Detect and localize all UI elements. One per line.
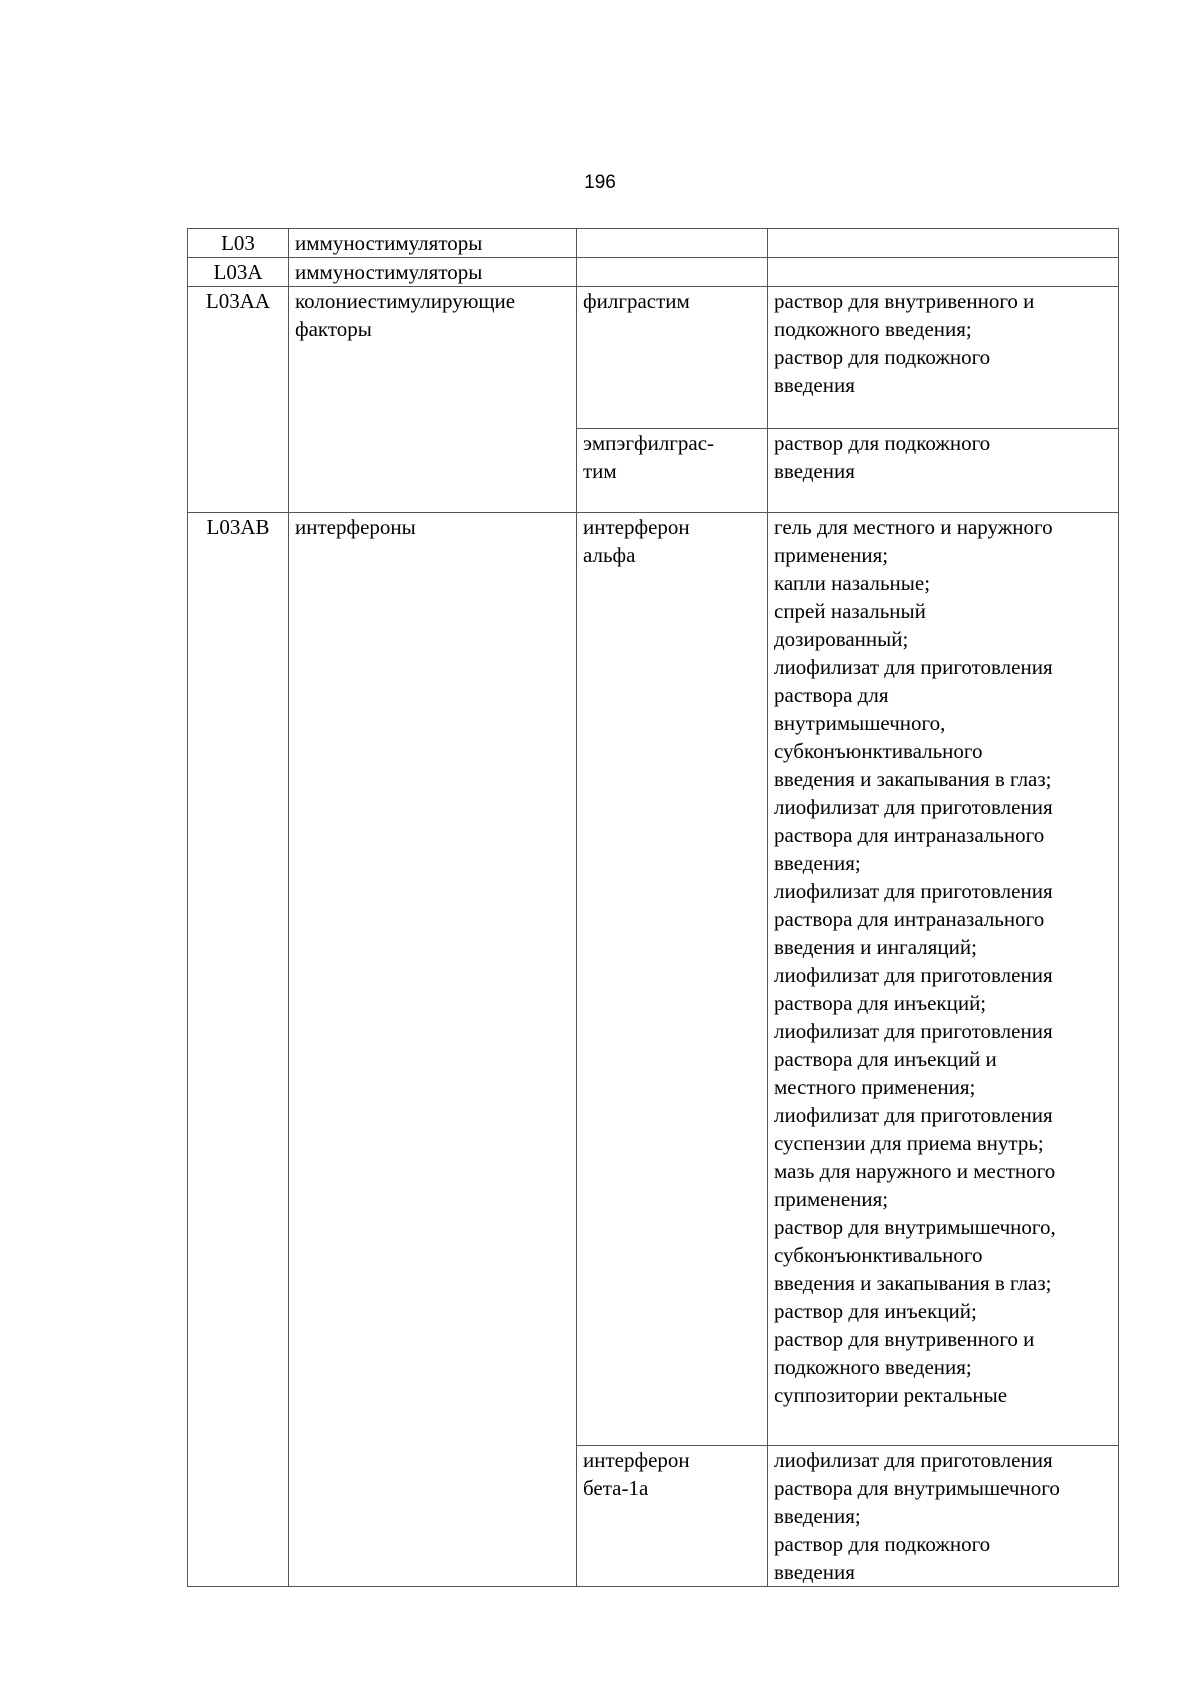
table-row	[188, 258, 1119, 287]
atc-group-line: факторы	[295, 317, 372, 341]
dosage-form-line: раствора для внутримышечного	[774, 1476, 1060, 1500]
dosage-form-line: раствор для подкожного	[774, 345, 991, 369]
dosage-form-line: внутримышечного,	[774, 711, 946, 735]
dosage-form-line: суппозитории ректальные	[774, 1383, 1008, 1407]
atc-group: иммуностимуляторы	[289, 229, 577, 258]
atc-code: L03AA	[188, 287, 289, 513]
atc-group	[289, 287, 577, 513]
drug-name-line: бета-1a	[583, 1476, 649, 1500]
dosage-form-line: применения;	[774, 1187, 889, 1211]
dosage-form-line: подкожного введения;	[774, 317, 972, 341]
dosage-form-line: местного применения;	[774, 1075, 976, 1099]
table-row	[188, 287, 1119, 429]
drug-name	[577, 513, 768, 1446]
dosage-form-line: введения	[774, 459, 855, 483]
page-number: 196	[584, 172, 616, 193]
atc-code: L03AB	[188, 513, 289, 1587]
dosage-form-line: гель для местного и наружного	[774, 515, 1053, 539]
drug-name-line: тим	[583, 459, 617, 483]
drug-name	[577, 429, 768, 513]
drug-name	[577, 229, 768, 258]
dosage-form-line: субконъюнктивального	[774, 739, 983, 763]
dosage-form-line: раствора для интраназального	[774, 823, 1045, 847]
dosage-form-line: введения и закапывания в глаз;	[774, 1271, 1052, 1295]
dosage-form-line: лиофилизат для приготовления	[774, 1448, 1053, 1472]
dosage-form-line: введения	[774, 1560, 855, 1584]
atc-code: L03A	[188, 258, 289, 287]
dosage-form-line: раствор для подкожного	[774, 431, 991, 455]
dosage-form-line: раствор для инъекций;	[774, 1299, 977, 1323]
dosage-form-line: капли назальные;	[774, 571, 931, 595]
dosage-forms	[768, 258, 1119, 287]
drug-name-line: интерферон	[583, 1448, 690, 1472]
dosage-forms	[768, 1446, 1119, 1587]
dosage-form-line: введения	[774, 373, 855, 397]
dosage-form-line: лиофилизат для приготовления	[774, 1019, 1053, 1043]
dosage-form-line: спрей назальный	[774, 599, 926, 623]
drug-name-line: альфа	[583, 543, 636, 567]
dosage-form-line: раствора для	[774, 683, 889, 707]
atc-group-line: колониестимулирующие	[295, 289, 516, 313]
atc-group: интерфероны	[289, 513, 577, 1587]
dosage-form-line: раствор для внутривенного и	[774, 1327, 1035, 1351]
dosage-form-line: дозированный;	[774, 627, 909, 651]
dosage-form-line: мазь для наружного и местного	[774, 1159, 1056, 1183]
drug-name	[577, 258, 768, 287]
dosage-form-line: раствора для интраназального	[774, 907, 1045, 931]
drug-table	[187, 228, 1119, 1587]
dosage-form-line: лиофилизат для приготовления	[774, 879, 1053, 903]
dosage-form-line: раствора для инъекций;	[774, 991, 987, 1015]
atc-group: иммуностимуляторы	[289, 258, 577, 287]
drug-name	[577, 287, 768, 429]
dosage-form-line: подкожного введения;	[774, 1355, 972, 1379]
dosage-form-line: применения;	[774, 543, 889, 567]
dosage-form-line: субконъюнктивального	[774, 1243, 983, 1267]
dosage-form-line: раствор для внутривенного и	[774, 289, 1035, 313]
dosage-forms	[768, 287, 1119, 429]
drug-name	[577, 1446, 768, 1587]
dosage-forms	[768, 229, 1119, 258]
dosage-forms	[768, 513, 1119, 1446]
drug-name-line: филграстим	[583, 289, 690, 313]
drug-name-line: эмпэгфилграс-	[583, 431, 715, 455]
dosage-form-line: введения;	[774, 1504, 861, 1528]
dosage-form-line: лиофилизат для приготовления	[774, 1103, 1053, 1127]
dosage-form-line: лиофилизат для приготовления	[774, 655, 1053, 679]
dosage-form-line: лиофилизат для приготовления	[774, 795, 1053, 819]
dosage-forms	[768, 429, 1119, 513]
atc-code: L03	[188, 229, 289, 258]
dosage-form-line: раствор для внутримышечного,	[774, 1215, 1056, 1239]
dosage-form-line: лиофилизат для приготовления	[774, 963, 1053, 987]
dosage-form-line: суспензии для приема внутрь;	[774, 1131, 1044, 1155]
dosage-form-line: раствора для инъекций и	[774, 1047, 997, 1071]
table-row	[188, 513, 1119, 1446]
drug-name-line: интерферон	[583, 515, 690, 539]
table-row	[188, 229, 1119, 258]
dosage-form-line: введения и закапывания в глаз;	[774, 767, 1052, 791]
dosage-form-line: введения;	[774, 851, 861, 875]
dosage-form-line: раствор для подкожного	[774, 1532, 991, 1556]
dosage-form-line: введения и ингаляций;	[774, 935, 977, 959]
